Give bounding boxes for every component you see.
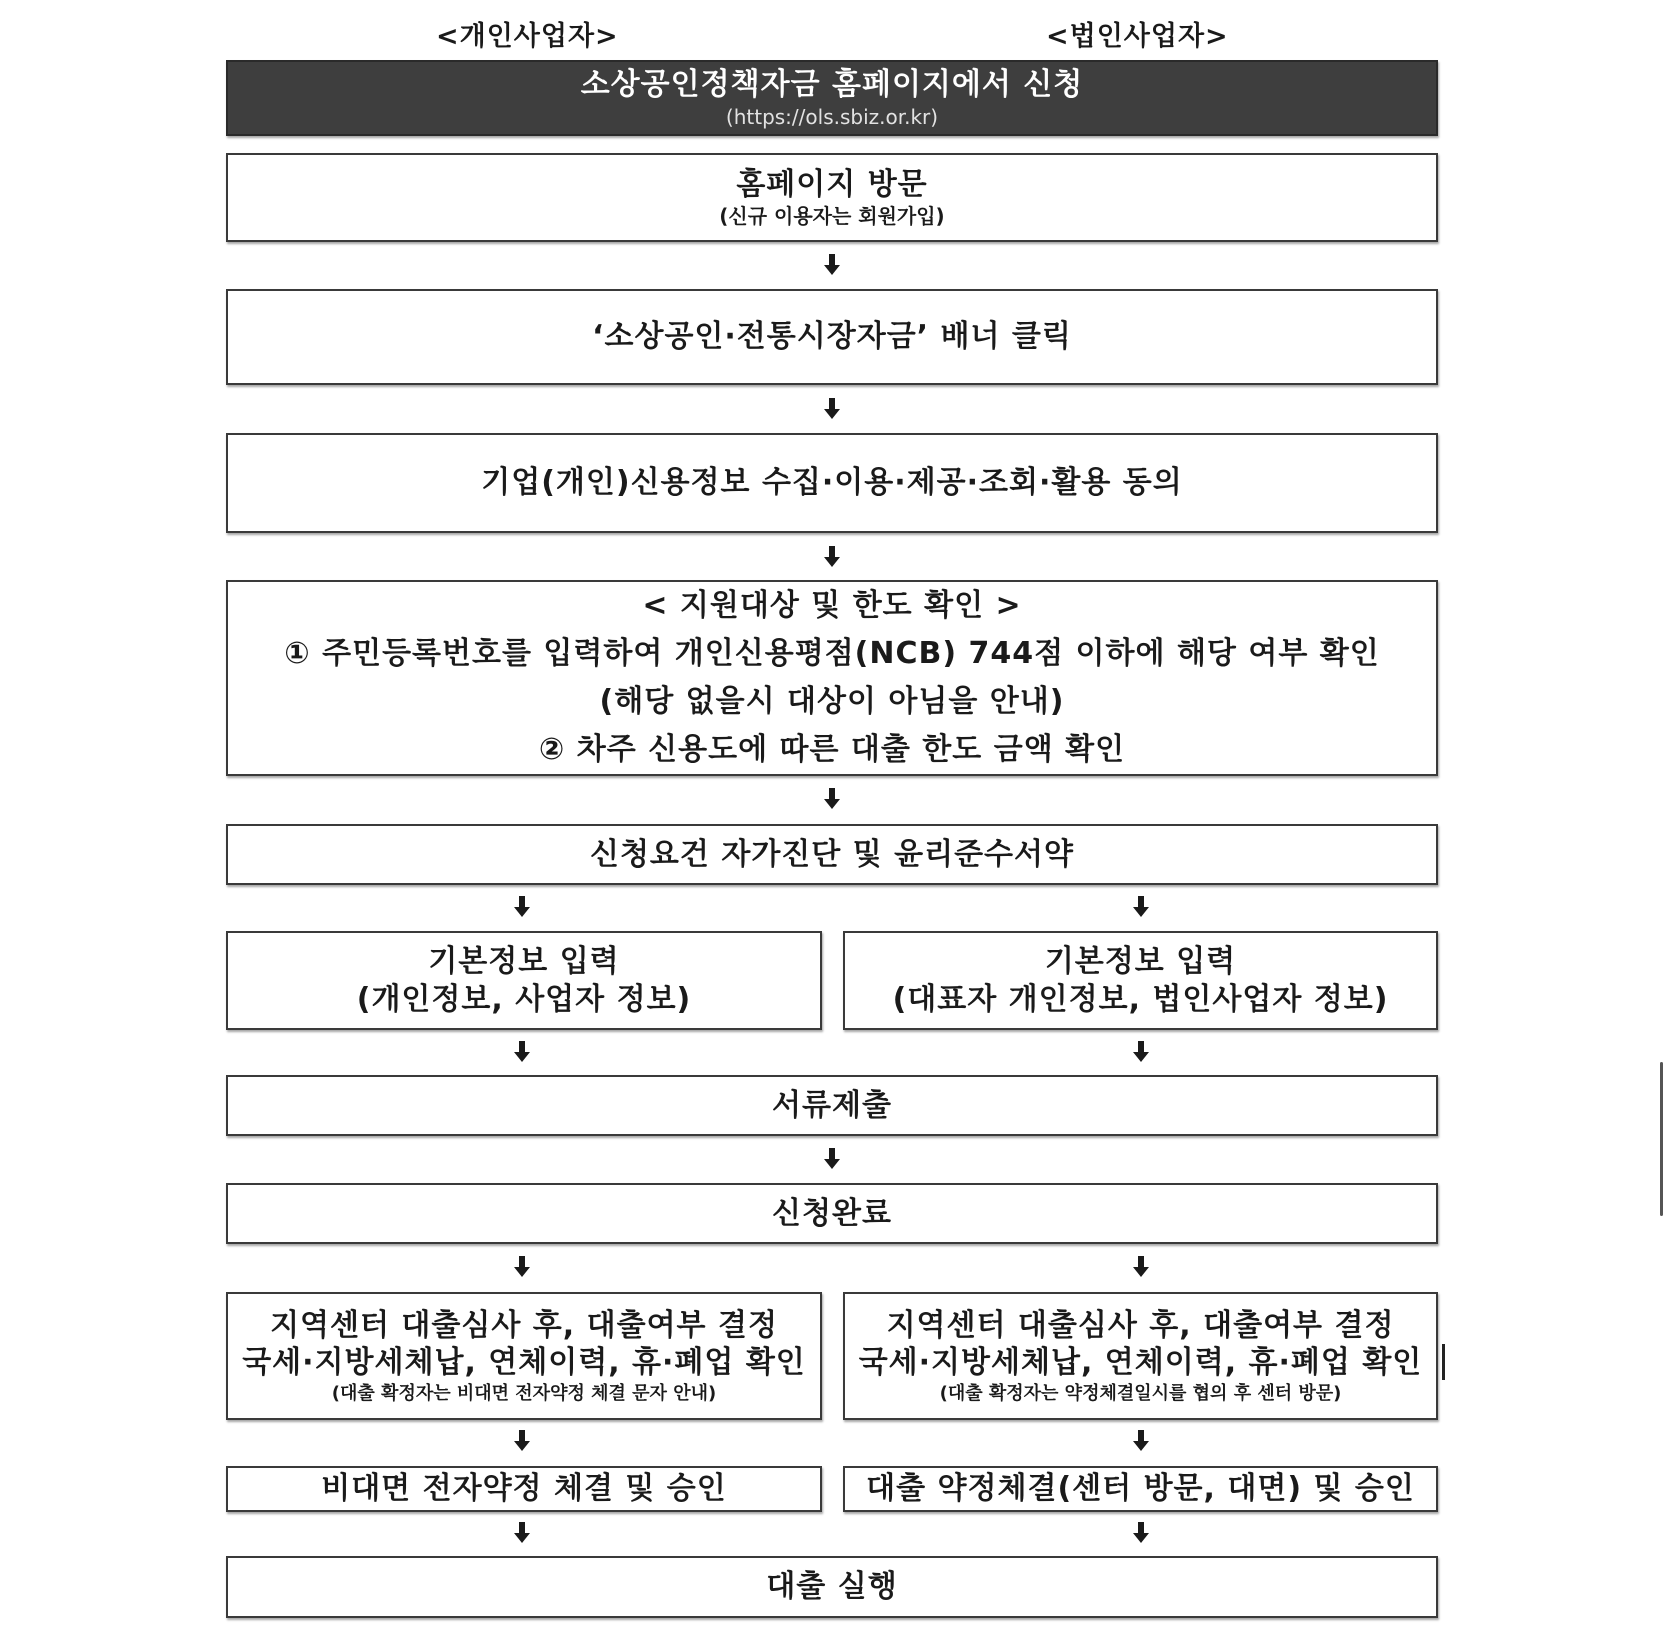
arrow-down-icon — [1131, 1430, 1151, 1452]
arrow-down-icon — [822, 546, 842, 568]
step-execute-title: 대출 실행 — [766, 1569, 898, 1605]
step-eligibility-title: < 지원대상 및 한도 확인 > — [642, 588, 1022, 623]
step-basic-info-corporate — [843, 931, 1438, 1030]
step-eligibility-line3: ② 차주 신용도에 따른 대출 한도 금액 확인 — [538, 732, 1126, 767]
corporate-header: <법인사업자> — [1046, 21, 1229, 52]
apply-banner-url: (https://ols.sbiz.or.kr) — [725, 104, 939, 129]
contract-individual-title: 비대면 전자약정 체결 및 승인 — [321, 1471, 727, 1507]
basic-info-individual-sub: (개인정보, 사업자 정보) — [356, 981, 692, 1017]
individual-header: <개인사업자> — [436, 21, 619, 52]
step-execute — [226, 1556, 1438, 1618]
arrow-down-icon — [1131, 896, 1151, 918]
apply-banner — [226, 60, 1438, 136]
basic-info-individual-title: 기본정보 입력 — [428, 944, 620, 979]
basic-info-corporate-title: 기본정보 입력 — [1044, 944, 1237, 979]
step-consent-title: 기업(개인)신용정보 수집·이용·제공·조회·활용 동의 — [481, 465, 1183, 501]
arrow-down-icon — [822, 398, 842, 420]
step-documents-title: 서류제출 — [772, 1087, 892, 1123]
contract-corporate-title: 대출 약정체결(센터 방문, 대면) 및 승인 — [866, 1471, 1415, 1507]
step-self-check-title: 신청요건 자가진단 및 윤리준수서약 — [589, 836, 1075, 872]
arrow-down-icon — [1131, 1256, 1151, 1278]
arrow-down-icon — [1131, 1041, 1151, 1063]
review-individual-line2: 국세·지방세체납, 연체이력, 휴·폐업 확인 — [242, 1345, 806, 1381]
arrow-down-icon — [822, 788, 842, 810]
basic-info-corporate-sub: (대표자 개인정보, 법인사업자 정보) — [892, 981, 1389, 1017]
arrow-down-icon — [512, 1522, 532, 1544]
review-corporate-line3: (대출 확정자는 약정체결일시를 협의 후 센터 방문) — [939, 1382, 1342, 1404]
step-review-individual — [226, 1292, 822, 1420]
step-eligibility-line2: (해당 없을시 대상이 아님을 안내) — [599, 684, 1065, 719]
step-visit — [226, 153, 1438, 242]
text-cursor — [1442, 1344, 1445, 1380]
step-banner-click — [226, 289, 1438, 385]
step-contract-individual — [226, 1466, 822, 1512]
vertical-scrollbar[interactable] — [1660, 1062, 1663, 1216]
review-corporate-line2: 국세·지방세체납, 연체이력, 휴·폐업 확인 — [858, 1345, 1423, 1381]
apply-banner-title: 소상공인정책자금 홈페이지에서 신청 — [580, 67, 1084, 103]
step-contract-corporate — [843, 1466, 1438, 1512]
arrow-down-icon — [512, 1430, 532, 1452]
step-documents — [226, 1075, 1438, 1136]
step-eligibility-line1: ① 주민등록번호를 입력하여 개인신용평점(NCB) 744점 이하에 해당 여부 확인 — [284, 636, 1380, 671]
step-complete — [226, 1183, 1438, 1244]
step-basic-info-individual — [226, 931, 822, 1030]
step-complete-title: 신청완료 — [772, 1195, 892, 1231]
arrow-down-icon — [512, 896, 532, 918]
step-banner-click-title: ‘소상공인·전통시장자금’ 배너 클릭 — [592, 319, 1072, 355]
arrow-down-icon — [822, 254, 842, 276]
arrow-down-icon — [512, 1256, 532, 1278]
review-corporate-line1: 지역센터 대출심사 후, 대출여부 결정 — [886, 1307, 1395, 1343]
review-individual-line3: (대출 확정자는 비대면 전자약정 체결 문자 안내) — [331, 1382, 717, 1404]
step-visit-title: 홈페이지 방문 — [736, 166, 928, 202]
arrow-down-icon — [822, 1148, 842, 1170]
review-individual-line1: 지역센터 대출심사 후, 대출여부 결정 — [270, 1307, 778, 1343]
step-visit-sub: (신규 이용자는 회원가입) — [719, 204, 945, 229]
step-review-corporate — [843, 1292, 1438, 1420]
arrow-down-icon — [512, 1041, 532, 1063]
arrow-down-icon — [1131, 1522, 1151, 1544]
step-eligibility — [226, 580, 1438, 776]
step-self-check — [226, 824, 1438, 885]
step-consent — [226, 433, 1438, 533]
